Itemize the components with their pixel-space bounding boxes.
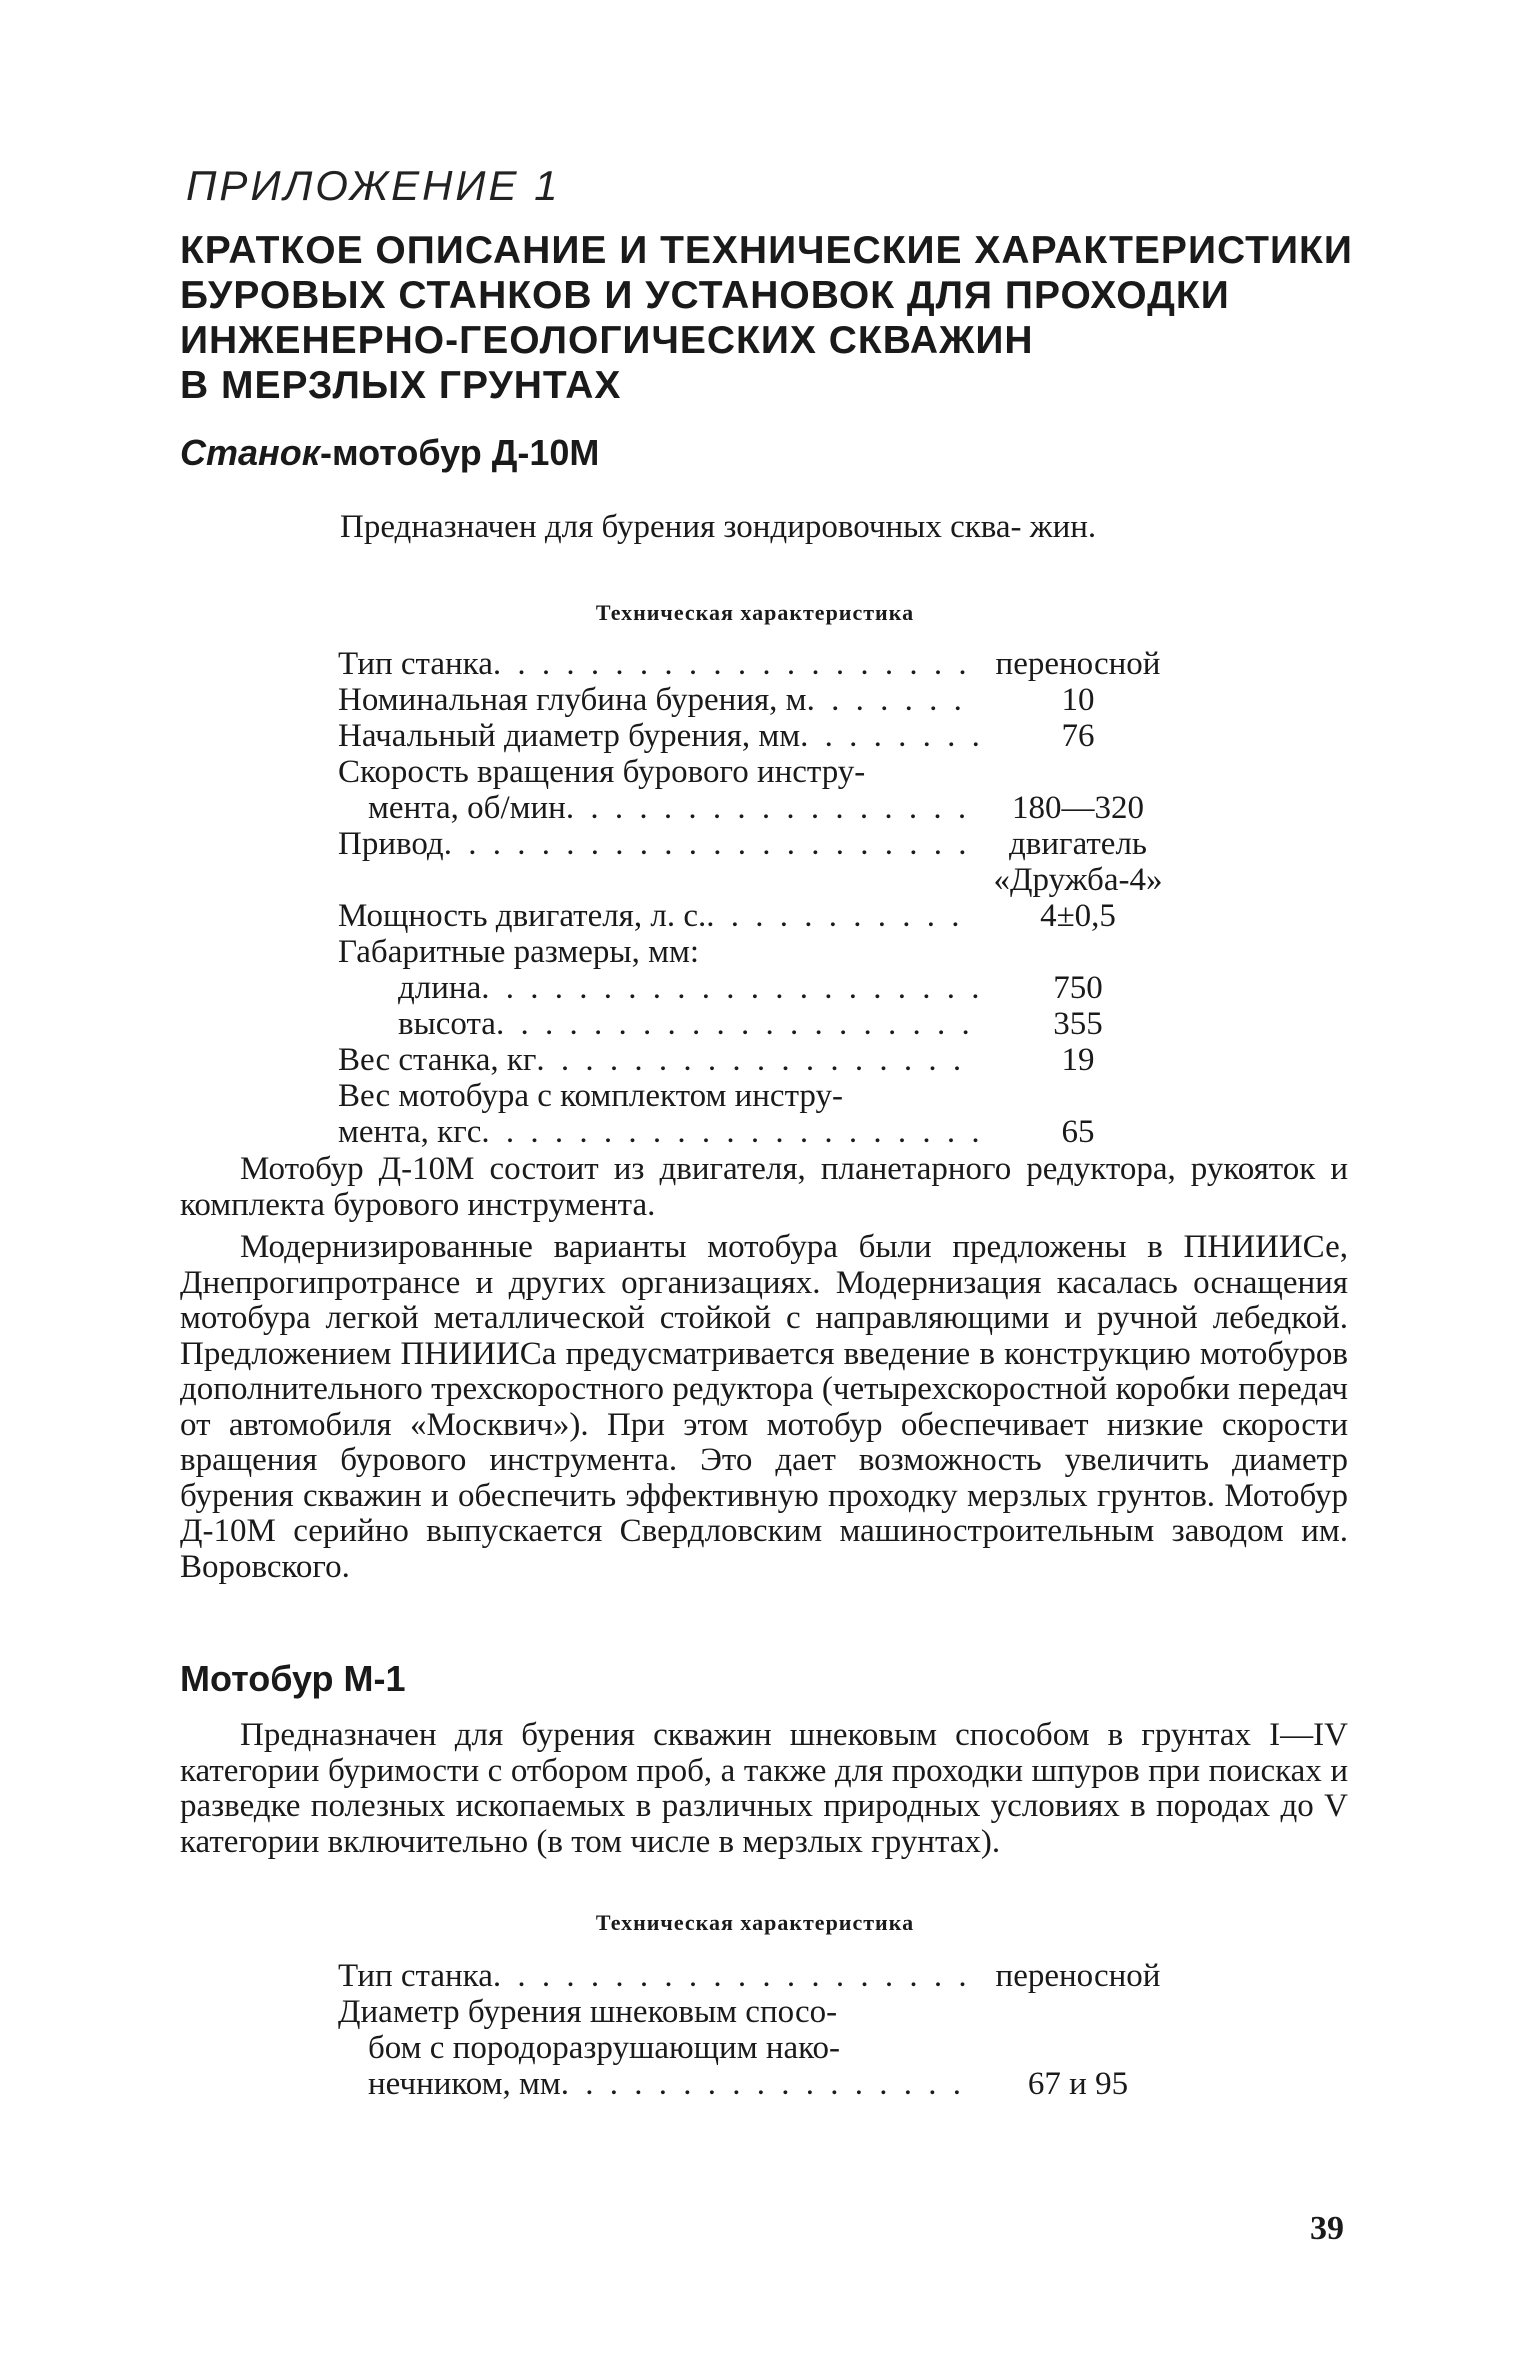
spec-label: Вес станка, кг (338, 1042, 537, 1078)
spec-row (338, 934, 1178, 970)
spec-label: Начальный диаметр бурения, мм (338, 718, 801, 754)
spec-row (338, 790, 1178, 826)
spec-label: мента, кгс (338, 1114, 482, 1150)
body-paragraph: Модернизированные варианты мотобура были предложены в ПНИИИСе, Днепрогипротрансе и других организациях. Модернизация касалась оснащения мотобура легкой металлической стойкой с направляющими и ручной лебедкой. Предложением ПНИИИСа предусматривается введение в конструкцию мотобуров дополнительного трехскоростного редуктора (четырехскоростной коробки передач от автомобиля «Москвич»). При этом мотобур обеспечивает низкие скорости вращения бурового инструмента. Это дает возможность увеличить диаметр бурения скважин и обеспечить эффективную проходку мерзлых грунтов. Мотобур Д-10М серийно выпускается Свердловским машиностроительным заводом им. Воровского. (180, 1229, 1348, 1585)
spec-table (338, 646, 1178, 1150)
purpose-paragraph: Предназначен для бурения зондировочных сква- жин. (340, 509, 1097, 545)
section-heading-part: -мотобур Д-10М (320, 432, 600, 473)
spec-label: длина (398, 970, 482, 1006)
spec-label: Габаритные размеры, мм: (338, 934, 700, 970)
spec-row (338, 826, 1178, 862)
spec-label: мента, об/мин (368, 790, 566, 826)
section-heading-m1: Мотобур М-1 (180, 1658, 406, 1699)
main-title-line: БУРОВЫХ СТАНКОВ И УСТАНОВОК ДЛЯ ПРОХОДКИ (180, 274, 1230, 317)
spec-row (338, 1994, 1178, 2030)
spec-value: 67 и 95 (1027, 2066, 1129, 2102)
spec-row (338, 1042, 1178, 1078)
spec-label: Тип станка (338, 1958, 493, 1994)
spec-row (338, 2066, 1178, 2102)
spec-row (338, 646, 1178, 682)
spec-row (338, 1114, 1178, 1150)
spec-row (338, 1078, 1178, 1114)
spec-value: двигатель (1009, 826, 1147, 862)
main-title-line: ИНЖЕНЕРНО-ГЕОЛОГИЧЕСКИХ СКВАЖИН (180, 319, 1034, 362)
spec-label: Мощность двигателя, л. с. (338, 898, 707, 934)
spec-value: «Дружба-4» (993, 862, 1163, 898)
tech-caption: Техническая характеристика (595, 600, 915, 625)
spec-value: 19 (1061, 1042, 1095, 1078)
spec-row (338, 2030, 1178, 2066)
main-title (180, 228, 1360, 408)
spec-row (338, 754, 1178, 790)
spec-row (338, 862, 1178, 898)
spec-label: бом с породоразрушающим нако- (368, 2030, 841, 2066)
spec-value: 76 (1061, 718, 1095, 754)
tech-caption: Техническая характеристика (595, 1910, 915, 1935)
body-paragraph: Мотобур Д-10М состоит из двигателя, планетарного редуктора, рукояток и комплекта бурового инструмента. (180, 1151, 1348, 1223)
purpose-paragraph: Предназначен для бурения скважин шнековым способом в грунтах I—IV категории буримости с отбором проб, а также для проходки шпуров при поисках и разведке полезных ископаемых в различных природных условиях в породах до V категории включительно (в том числе в мерзлых грунтах). (180, 1717, 1348, 1860)
spec-row (338, 682, 1178, 718)
spec-value: 10 (1061, 682, 1095, 718)
spec-row (338, 718, 1178, 754)
spec-value: 65 (1061, 1114, 1095, 1150)
spec-value: 750 (1053, 970, 1103, 1006)
spec-label: Скорость вращения бурового инстру- (338, 754, 866, 790)
spec-label: Номинальная глубина бурения, м (338, 682, 807, 718)
spec-table (338, 1958, 1178, 2102)
spec-value: 180—320 (1012, 790, 1144, 826)
spec-label: Диаметр бурения шнековым спосо- (338, 1994, 838, 2030)
spec-value: переносной (995, 646, 1161, 682)
spec-row (338, 1006, 1178, 1042)
spec-row (338, 970, 1178, 1006)
main-title-line: В МЕРЗЛЫХ ГРУНТАХ (180, 364, 622, 407)
spec-value: 355 (1053, 1006, 1103, 1042)
spec-value: переносной (995, 1958, 1161, 1994)
spec-row (338, 1958, 1178, 1994)
spec-value: 4±0,5 (1040, 898, 1116, 934)
section-heading-part: Станок (180, 432, 321, 473)
page-number: 39 (1310, 2210, 1344, 2247)
spec-label: нечником, мм (368, 2066, 561, 2102)
section-heading-d10m (180, 432, 599, 474)
main-title-line: КРАТКОЕ ОПИСАНИЕ И ТЕХНИЧЕСКИЕ ХАРАКТЕРИСТИКИ (180, 229, 1353, 272)
spec-row (338, 898, 1178, 934)
spec-label: Привод (338, 826, 444, 862)
spec-label: высота (398, 1006, 496, 1042)
spec-label: Тип станка (338, 646, 493, 682)
spec-label: Вес мотобура с комплектом инстру- (338, 1078, 843, 1114)
appendix-label: ПРИЛОЖЕНИЕ 1 (186, 162, 561, 209)
